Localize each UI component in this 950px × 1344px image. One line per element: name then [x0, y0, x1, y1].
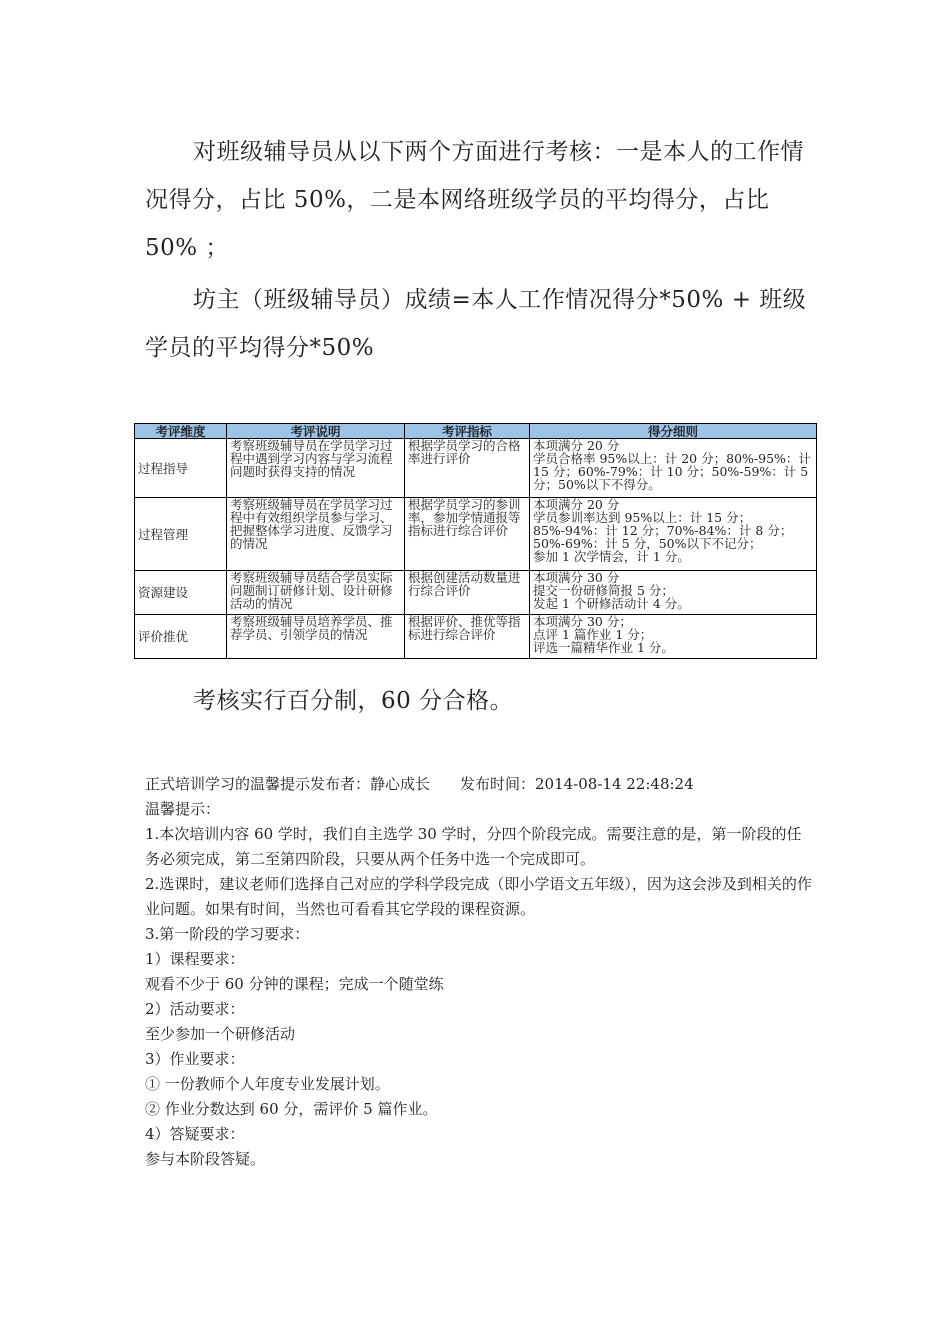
cell-rules: 本项满分 20 分 学员参训率达到 95%以上：计 15 分；85%-94%：计 12 分；70%-84%：计 8 分；50%-69%：计 5 分，50%以下不记分； 参加 1 次学情会，计 1 分。 — [530, 498, 817, 571]
notice-header: 正式培训学习的温馨提示发布者：静心成长 发布时间：2014-08-14 22:48:24 — [145, 775, 694, 793]
cell-indicator: 根据评价、推优等指标进行综合评价 — [405, 615, 530, 659]
cell-description: 考察班级辅导员在学员学习过程中有效组织学员参与学习、把握整体学习进度、反馈学习的情况 — [227, 498, 405, 571]
homework-requirement-b: ② 作业分数达到 60 分，需评价 5 篇作业。 — [145, 1100, 438, 1118]
table-row — [135, 439, 817, 498]
qa-requirement-title: 4）答疑要求： — [145, 1125, 245, 1143]
cell-dimension: 过程管理 — [135, 498, 227, 571]
notice-section — [145, 772, 813, 1172]
homework-requirement-a: ① 一份教师个人年度专业发展计划。 — [145, 1075, 390, 1093]
cell-description: 考察班级辅导员在学员学习过程中遇到学习内容与学习流程问题时获得支持的情况 — [227, 439, 405, 498]
cell-description: 考察班级辅导员结合学员实际问题制订研修计划、设计研修活动的情况 — [227, 571, 405, 615]
cell-dimension: 资源建设 — [135, 571, 227, 615]
header-indicator: 考评指标 — [405, 424, 530, 439]
header-rules: 得分细则 — [530, 424, 817, 439]
notice-item-1: 1.本次培训内容 60 学时，我们自主选学 30 学时，分四个阶段完成。需要注意的是，第一阶段的任务必须完成，第二至第四阶段，只要从两个任务中选一个完成即可。 — [145, 825, 802, 868]
cell-indicator: 根据学员学习的合格率进行评价 — [405, 439, 530, 498]
cell-rules: 本项满分 30 分 提交一份研修简报 5 分； 发起 1 个研修活动计 4 分。 — [530, 571, 817, 615]
header-dimension: 考评维度 — [135, 424, 227, 439]
grading-note: 考核实行百分制，60 分合格。 — [193, 688, 514, 714]
qa-requirement-text: 参与本阶段答疑。 — [145, 1150, 266, 1168]
table-row — [135, 571, 817, 615]
cell-indicator: 根据学员学习的参训率，参加学情通报等指标进行综合评价 — [405, 498, 530, 571]
course-requirement-text: 观看不少于 60 分钟的课程；完成一个随堂练 — [145, 975, 444, 993]
activity-requirement-text: 至少参加一个研修活动 — [145, 1025, 296, 1043]
homework-requirement-title: 3）作业要求： — [145, 1050, 245, 1068]
table-row — [135, 498, 817, 571]
assessment-table — [134, 423, 817, 659]
activity-requirement-title: 2）活动要求： — [145, 1000, 245, 1018]
cell-dimension: 评价推优 — [135, 615, 227, 659]
cell-rules: 本项满分 20 分 学员合格率 95%以上：计 20 分；80%-95%：计 15 分；60%-79%：计 10 分；50%-59%：计 5 分；50%以下不得分。 — [530, 439, 817, 498]
notice-title: 温馨提示： — [145, 800, 221, 818]
cell-description: 考察班级辅导员培养学员、推荐学员、引领学员的情况 — [227, 615, 405, 659]
course-requirement-title: 1）课程要求： — [145, 950, 245, 968]
intro-paragraph-2: 坊主（班级辅导员）成绩=本人工作情况得分*50% + 班级学员的平均得分*50% — [145, 287, 807, 361]
cell-dimension: 过程指导 — [135, 439, 227, 498]
notice-item-3: 3.第一阶段的学习要求： — [145, 925, 310, 943]
notice-item-2: 2.选课时，建议老师们选择自己对应的学科学段完成（即小学语文五年级），因为这会涉及到相关的作业问题。如果有时间，当然也可看看其它学段的课程资源。 — [145, 875, 812, 918]
header-description: 考评说明 — [227, 424, 405, 439]
table-row — [135, 615, 817, 659]
table-header-row — [135, 424, 817, 439]
cell-indicator: 根据创建活动数量进行综合评价 — [405, 571, 530, 615]
intro-paragraph-1: 对班级辅导员从以下两个方面进行考核：一是本人的工作情况得分，占比 50%，二是本网络班级学员的平均得分，占比 50% ； — [145, 139, 804, 261]
cell-rules: 本项满分 30 分； 点评 1 篇作业 1 分； 评选一篇精华作业 1 分。 — [530, 615, 817, 659]
